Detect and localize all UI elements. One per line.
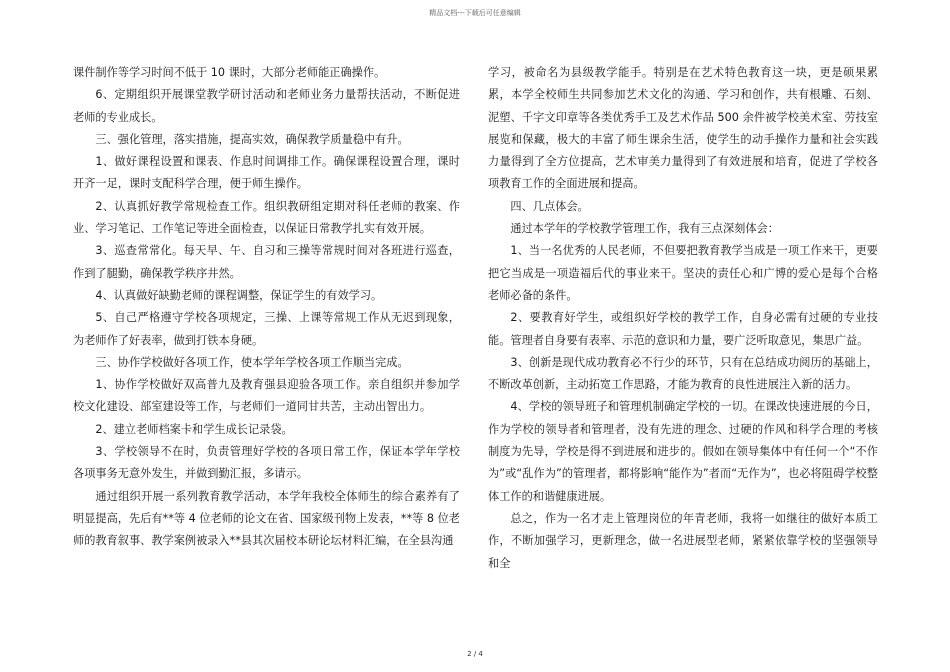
paragraph: 通过本学年的学校教学管理工作，我有三点深刻体会： [510, 222, 779, 236]
paragraph: 四、几点体会。 [510, 199, 589, 213]
paragraph: 4、学校的领导班子和管理机制确定学校的一切。在课改快速进展的今日，作为学校的领导者和管理者，没有先进的理念、过硬的作风和科学合理的考核制度为先导，学校是得不到进展和进步的。假如在领导集体中有任何一个“不作为”或“乱作为”的管理者，都将影响“能作为”者而“无作为”，也必将阻碍学校整体工作的和谐健康进展。 [488, 400, 878, 503]
paragraph: 2、建立老师档案卡和学生成长记录袋。 [95, 422, 293, 436]
paragraph: 三、强化管理，落实措施，提高实效，确保教学质量稳中有升。 [95, 132, 409, 146]
paragraph: 通过组织开展一系列教育教学活动，本学年我校全体师生的综合素养有了明显提高，先后有**等 4 位老师的论文在省、国家级刊物上发表，**等 8 位老师的教育叙事、教学案例被录入**县其次届校本研论坛材料汇编，在全县沟通 [73, 489, 460, 548]
paragraph: 1、协作学校做好双高普九及教育强县迎验各项工作。亲自组织并参加学校文化建设、部室建设等工作，与老师们一道同甘共苦，主动出智出力。 [73, 378, 460, 414]
paragraph: 三、协作学校做好各项工作，使本学年学校各项工作顺当完成。 [95, 355, 409, 369]
paragraph: 3、学校领导不在时，负责管理好学校的各项日常工作，保证本学年学校各项事务无意外发生，并做到勤汇报，多请示。 [73, 445, 460, 481]
paragraph: 3、创新是现代成功教育必不行少的环节，只有在总结成功阅历的基础上，不断改革创新，主动拓宽工作思路，才能为教育的良性进展注入新的活力。 [488, 355, 878, 392]
page-number: 2 / 4 [467, 650, 483, 658]
paragraph: 4、认真做好缺勤老师的课程调整，保证学生的有效学习。 [95, 288, 383, 302]
paragraph: 2、要教育好学生，或组织好学校的教学工作，自身必需有过硬的专业技能。管理者自身要有表率、示范的意识和力量，要广泛听取意见，集思广益。 [488, 311, 878, 347]
paragraph: 3、巡查常常化。每天早、午、自习和三操等常规时间对各班进行巡查，作到了腿勤，确保教学秩序井然。 [73, 244, 460, 280]
paragraph: 总之，作为一名才走上管理岗位的年青老师，我将一如继往的做好本质工作，不断加强学习，更新理念，做一名进展型老师，紧紧依靠学校的坚强领导和全 [488, 511, 878, 570]
right-column [488, 62, 878, 575]
paragraph: 6、定期组织开展课堂教学研讨活动和老师业务力量帮扶活动，不断促进老师的专业成长。 [73, 88, 460, 124]
paragraph: 5、自己严格遵守学校各项规定，三操、上课等常规工作从无迟到现象，为老师作了好表率，做到打铁本身硬。 [73, 311, 460, 347]
page-header: 精品文档---下载后可任意编辑 [429, 9, 521, 17]
paragraph: 学习，被命名为县级教学能手。特别是在艺术特色教育这一块，更是硕果累累，本学全校师生共同参加艺术文化的沟通、学习和创作，共有根雕、石刻、泥塑、千字文印章等各类优秀手工及艺术作品 500 余件被学校美术室、劳技室展览和保藏，极大的丰富了师生课余生活，使学生的动手操作力量和社会实践力量得到了全方位提高，艺术审美力量得到了有效进展和培育，促进了学校各项教育工作的全面进展和提高。 [488, 66, 878, 191]
paragraph: 1、做好课程设置和课表、作息时间调排工作。确保课程设置合理，课时开齐一足，课时支配科学合理，便于师生操作。 [73, 155, 460, 191]
left-column [73, 62, 460, 553]
paragraph: 2、认真抓好教学常规检查工作。组织教研组定期对科任老师的教案、作业、学习笔记、工作笔记等进全面检查，以保证日常教学扎实有效开展。 [73, 199, 460, 236]
paragraph: 课件制作等学习时间不低于 10 课时，大部分老师能正确操作。 [73, 66, 386, 79]
paragraph: 1、当一名优秀的人民老师，不但要把教育教学当成是一项工作来干，更要把它当成是一项造福后代的事业来干。坚决的责任心和广博的爱心是每个合格老师必备的条件。 [488, 244, 878, 302]
